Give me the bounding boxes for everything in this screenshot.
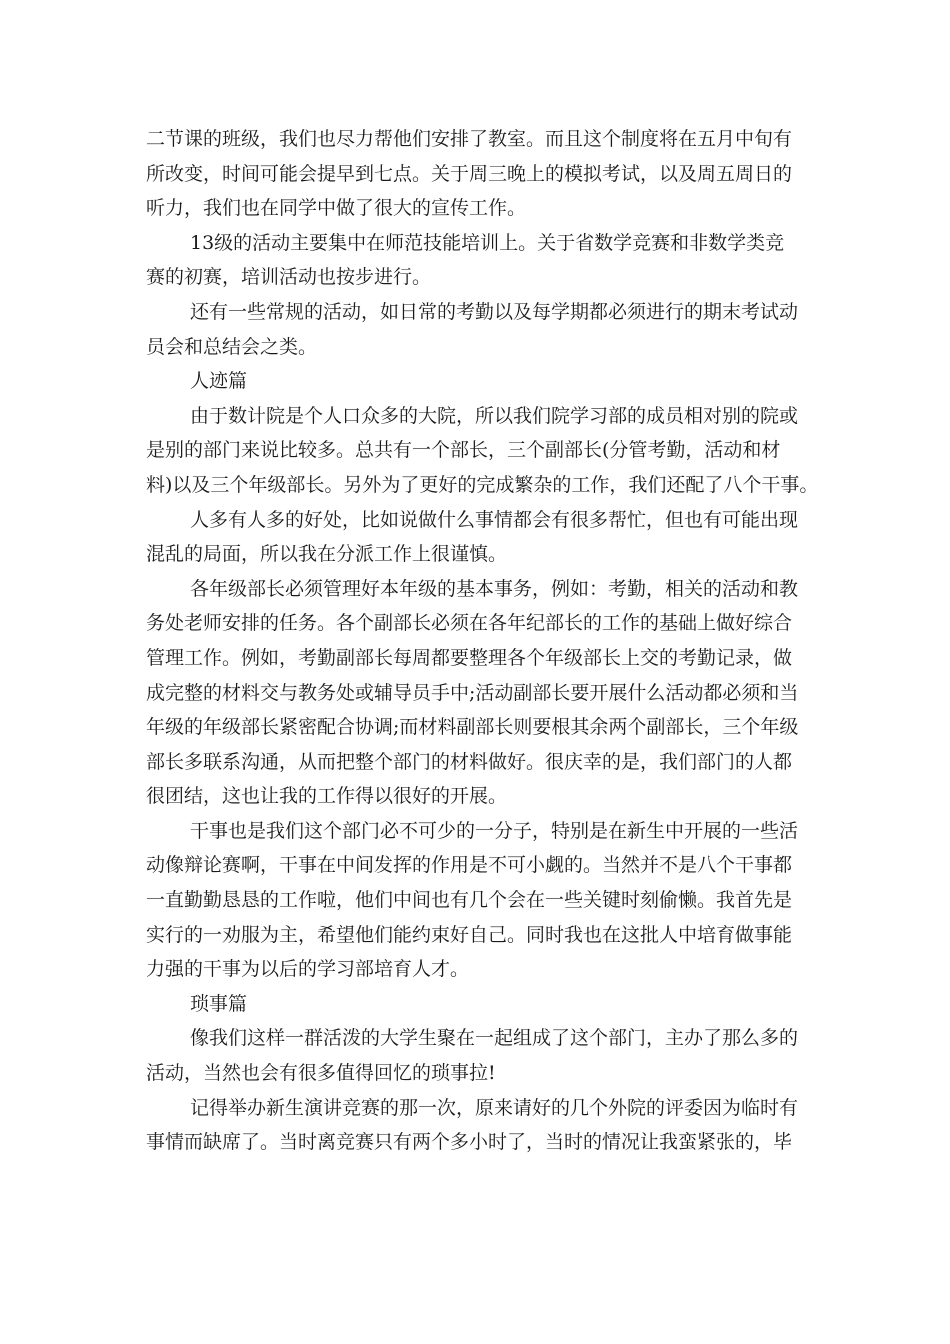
document-line: 混乱的局面，所以我在分派工作上很谨慎。	[146, 543, 508, 566]
document-line: 管理工作。例如，考勤副部长每周都要整理各个年级部长上交的考勤记录，做	[146, 646, 793, 669]
document-line: 员会和总结会之类。	[146, 335, 318, 358]
document-line: 动像辩论赛啊，干事在中间发挥的作用是不可小觑的。当然并不是八个干事都	[146, 854, 793, 877]
document-line: 是别的部门来说比较多。总共有一个部长，三个副部长(分管考勤，活动和材	[146, 439, 781, 462]
document-line: 部长多联系沟通，从而把整个部门的材料做好。很庆幸的是，我们部门的人都	[146, 750, 793, 773]
document-body-text	[146, 122, 819, 1160]
document-line: 所改变，时间可能会提早到七点。关于周三晚上的模拟考试，以及周五周日的	[146, 162, 793, 185]
document-line: 还有一些常规的活动，如日常的考勤以及每学期都必须进行的期末考试动	[190, 300, 799, 323]
document-line: 实行的一劝服为主，希望他们能约束好自己。同时我也在这批人中培育做事能	[146, 923, 793, 946]
document-line: 各年级部长必须管理好本年级的基本事务，例如：考勤，相关的活动和教	[190, 577, 799, 600]
document-line: 一直勤勤恳恳的工作啦，他们中间也有几个会在一些关键时刻偷懒。我首先是	[146, 889, 793, 912]
document-line: 记得举办新生演讲竞赛的那一次，原来请好的几个外院的评委因为临时有	[190, 1096, 799, 1119]
document-line: 力强的干事为以后的学习部培育人才。	[146, 958, 470, 981]
document-line: 很团结，这也让我的工作得以很好的开展。	[146, 785, 508, 808]
document-line: 务处老师安排的任务。各个副部长必须在各年纪部长的工作的基础上做好综合	[146, 612, 793, 635]
document-line: 琐事篇	[190, 992, 248, 1015]
document-line: 赛的初赛，培训活动也按步进行。	[146, 266, 432, 289]
document-line: 成完整的材料交与教务处或辅导员手中;活动副部长要开展什么活动都必须和当	[146, 681, 799, 704]
document-line: 人迹篇	[190, 370, 248, 393]
document-line: 人多有人多的好处，比如说做什么事情都会有很多帮忙，但也有可能出现	[190, 508, 799, 531]
document-line: 像我们这样一群活泼的大学生聚在一起组成了这个部门，主办了那么多的	[190, 1027, 799, 1050]
document-line: 料)以及三个年级部长。另外为了更好的完成繁杂的工作，我们还配了八个干事。	[146, 473, 819, 496]
document-line: 听力，我们也在同学中做了很大的宣传工作。	[146, 197, 527, 220]
document-line: 13级的活动主要集中在师范技能培训上。关于省数学竞赛和非数学类竞	[190, 231, 785, 254]
document-line: 由于数计院是个人口众多的大院，所以我们院学习部的成员相对别的院或	[190, 404, 799, 427]
document-line: 年级的年级部长紧密配合协调;而材料副部长则要根其余两个副部长，三个年级	[146, 716, 799, 739]
document-line: 二节课的班级，我们也尽力帮他们安排了教室。而且这个制度将在五月中旬有	[146, 128, 793, 150]
document-line: 事情而缺席了。当时离竞赛只有两个多小时了，当时的情况让我蛮紧张的，毕	[146, 1131, 793, 1154]
document-line: 干事也是我们这个部门必不可少的一分子，特别是在新生中开展的一些活	[190, 819, 799, 842]
document-line: 活动，当然也会有很多值得回忆的琐事拉!	[146, 1062, 496, 1085]
